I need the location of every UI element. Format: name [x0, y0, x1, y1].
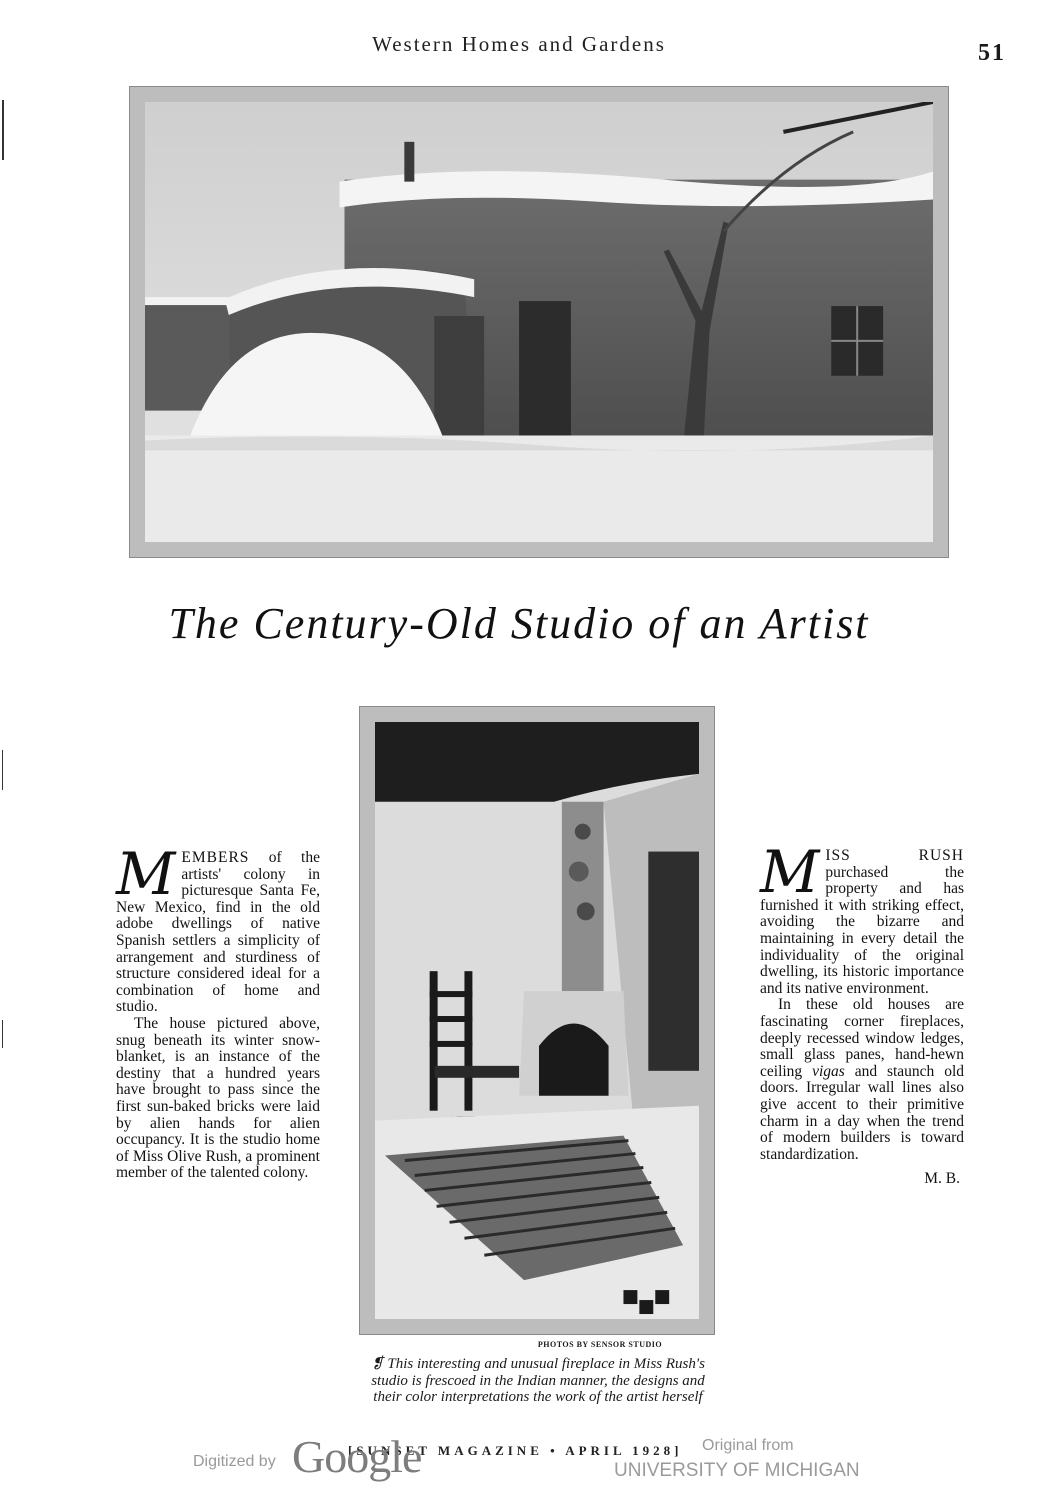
right-dropcap: M	[760, 838, 820, 906]
right-paragraph-2-text-b: and staunch old doors. Irregular wall lines also give accent to their primitive charm in a day when the trend of modern builders is toward standardization.	[760, 1062, 964, 1163]
right-lead-word: ISS RUSH	[825, 847, 964, 864]
paragraph-mark-icon: ❡	[371, 1356, 384, 1372]
fireplace-photo	[359, 706, 715, 1335]
page-binding-edge	[0, 80, 14, 1480]
right-paragraph-1	[760, 838, 964, 997]
right-paragraph-1-text: purchased the property and has furnished it with striking effect, avoiding the bizarre and maintaining in every detail the individuality of the original dwelling, its historic importance and its native environment.	[760, 863, 964, 997]
running-title: Western Homes and Gardens	[372, 32, 666, 56]
left-paragraph-2: The house pictured above, snug beneath its winter snow-blanket, is an instance of the destiny that a hundred years have brought to pass since the first sun-baked bricks were laid by alien hands for alien occupancy. It is the studio home of Miss Olive Rush, a prominent member of the talented colony.	[116, 1014, 320, 1182]
google-logo: Google	[292, 1431, 422, 1482]
adobe-house-illustration	[145, 102, 933, 542]
magazine-footer: [SUNSET MAGAZINE • APRIL 1928]	[348, 1443, 683, 1458]
photo-caption-text: This interesting and unusual fireplace in Miss Rush's studio is frescoed in the Indian manner, the designs and their color interpretations the work of the artist herself	[371, 1356, 705, 1405]
left-lead-word: EMBERS	[181, 849, 250, 866]
right-paragraph-2-text-a: In these old houses are fascinating corner fireplaces, deeply recessed window ledges, small glass panes, hand-hewn ceiling	[760, 996, 964, 1080]
fireplace-illustration	[375, 722, 699, 1319]
original-from-label: Original from	[702, 1437, 794, 1454]
photo-credit: PHOTOS BY SENSOR STUDIO	[537, 1340, 663, 1349]
left-paragraph-1	[116, 840, 320, 1016]
page-number: 51	[978, 40, 1006, 66]
adobe-house-photo	[129, 86, 949, 558]
article-title: The Century-Old Studio of an Artist	[168, 599, 870, 648]
photo-caption	[364, 1356, 712, 1406]
left-paragraph-1-text: of the artists' colony in picturesque Santa Fe, New Mexico, find in the old adobe dwellings of native Spanish settlers a simplicity of arrangement and sturdiness of structure considered ideal for a combination of home and studio.	[116, 849, 320, 1016]
vigas-term: vigas	[812, 1062, 845, 1080]
university-label: UNIVERSITY OF MICHIGAN	[614, 1460, 860, 1481]
digitized-by-label: Digitized by	[193, 1453, 276, 1470]
left-dropcap: M	[116, 840, 176, 908]
left-column	[116, 840, 320, 1182]
right-column	[760, 838, 964, 1188]
right-paragraph-2	[760, 997, 964, 1163]
author-signature: M. B.	[924, 1170, 960, 1188]
